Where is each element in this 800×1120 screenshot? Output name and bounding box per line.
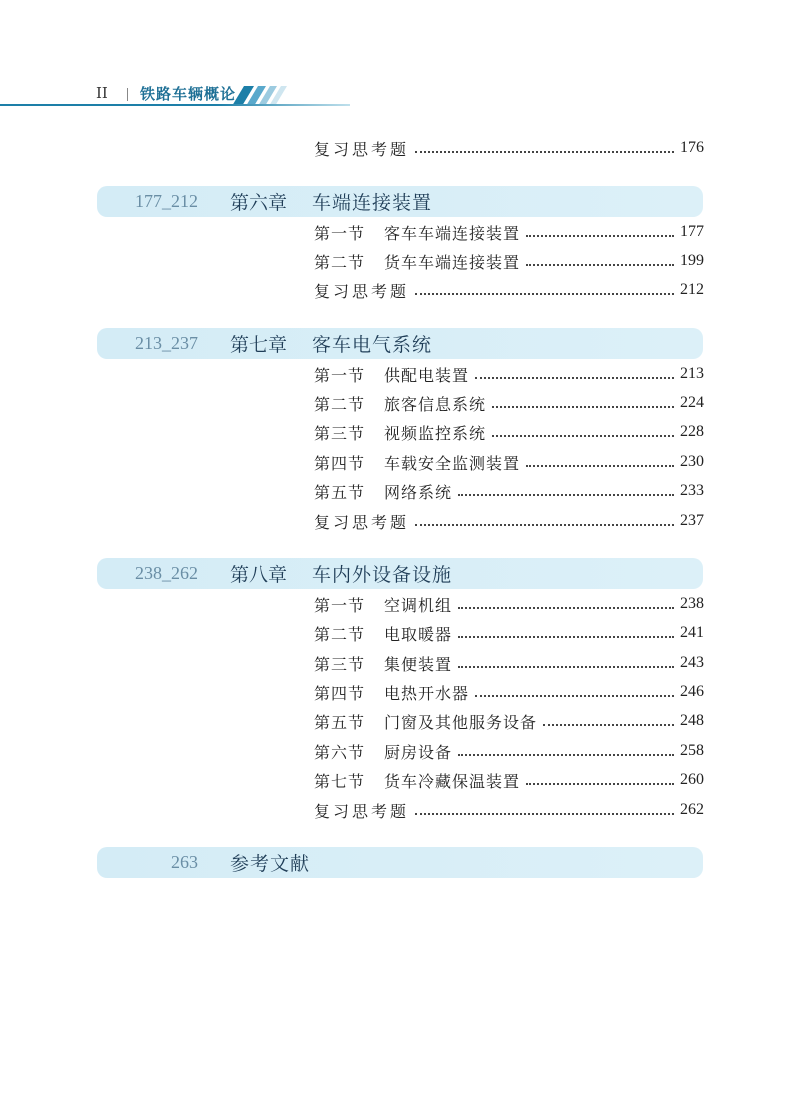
leader-dots [543,724,674,726]
page-ref: 237 [680,512,704,529]
leader-dots [458,607,674,609]
leader-dots [415,813,674,815]
section-title: 门窗及其他服务设备 [384,712,538,732]
page-ref: 176 [680,139,704,156]
chapter-page-range: 263 [171,852,198,872]
section-number: 第一节 [314,595,366,615]
toc-review-row[interactable] [314,798,704,822]
leader-dots [492,406,674,408]
review-title: 复习思考题 [314,281,410,301]
leader-dots [475,695,674,697]
leader-dots [526,235,674,237]
chapter-page-range: 213_237 [135,333,198,353]
toc-section-row[interactable] [314,621,704,645]
toc-review-row[interactable] [314,136,704,160]
page-ref: 238 [680,595,704,612]
chapter-title: 车端连接装置 [312,192,433,214]
section-number: 第一节 [314,365,366,385]
leader-dots [415,524,674,526]
toc-section-row[interactable] [314,420,704,444]
section-number: 第七节 [314,771,366,791]
toc-section-row[interactable] [314,362,704,386]
page-ref: 230 [680,453,704,470]
toc-section-row[interactable] [314,220,704,244]
section-title: 集便装置 [384,654,453,674]
leader-dots [526,264,674,266]
leader-dots [458,666,674,668]
section-title: 货车冷藏保温装置 [384,771,521,791]
section-number: 第三节 [314,654,366,674]
toc-review-row[interactable] [314,509,704,533]
section-title: 客车车端连接装置 [384,223,521,243]
leader-dots [458,494,674,496]
page-ref: 241 [680,624,704,641]
section-number: 第二节 [314,252,366,272]
chapter-page-range: 177_212 [135,191,198,211]
toc-section-row[interactable] [314,592,704,616]
leader-dots [526,465,674,467]
section-title: 空调机组 [384,595,453,615]
toc-section-row[interactable] [314,768,704,792]
section-title: 车载安全监测装置 [384,453,521,473]
page-ref: 243 [680,654,704,671]
toc-section-row[interactable] [314,709,704,733]
toc-section-row[interactable] [314,739,704,763]
running-header [0,80,360,112]
leader-dots [458,636,674,638]
chapter-number: 第六章 [230,192,288,214]
header-rule [0,104,350,106]
section-number: 第六节 [314,742,366,762]
toc-section-row[interactable] [314,450,704,474]
page-ref: 258 [680,742,704,759]
page-ref: 212 [680,281,704,298]
section-title: 货车车端连接装置 [384,252,521,272]
header-separator [127,88,128,101]
section-title: 视频监控系统 [384,423,487,443]
section-title: 电热开水器 [384,683,470,703]
chapter-bar[interactable] [97,558,703,589]
toc-review-row[interactable] [314,278,704,302]
review-title: 复习思考题 [314,801,410,821]
toc-section-row[interactable] [314,479,704,503]
review-title: 复习思考题 [314,139,410,159]
chapter-bar[interactable] [97,186,703,217]
page-ref: 246 [680,683,704,700]
toc-section-row[interactable] [314,249,704,273]
chapter-title: 车内外设备设施 [312,564,453,586]
leader-dots [415,151,674,153]
section-number: 第三节 [314,423,366,443]
section-title: 供配电装置 [384,365,470,385]
page-ref: 213 [680,365,704,382]
section-title: 旅客信息系统 [384,394,487,414]
leader-dots [415,293,674,295]
page-ref: 260 [680,771,704,788]
chapter-page-range: 238_262 [135,563,198,583]
section-title: 厨房设备 [384,742,453,762]
section-title: 电取暖器 [384,624,453,644]
chapter-title: 客车电气系统 [312,334,433,356]
page-number: II [96,84,108,102]
page-ref: 199 [680,252,704,269]
page-ref: 177 [680,223,704,240]
section-number: 第二节 [314,624,366,644]
toc-section-row[interactable] [314,391,704,415]
chapter-number: 第七章 [230,334,288,356]
section-number: 第四节 [314,683,366,703]
leader-dots [458,754,674,756]
leader-dots [492,435,674,437]
leader-dots [526,783,674,785]
section-number: 第二节 [314,394,366,414]
chapter-title: 参考文献 [230,853,311,875]
chapter-number: 第八章 [230,564,288,586]
chapter-bar[interactable] [97,328,703,359]
section-number: 第四节 [314,453,366,473]
leader-dots [475,377,674,379]
toc-section-row[interactable] [314,651,704,675]
section-number: 第五节 [314,482,366,502]
section-title: 网络系统 [384,482,453,502]
decorative-stripes-icon [228,86,288,106]
section-number: 第五节 [314,712,366,732]
page-ref: 248 [680,712,704,729]
page-ref: 262 [680,801,704,818]
review-title: 复习思考题 [314,512,410,532]
section-number: 第一节 [314,223,366,243]
book-title: 铁路车辆概论 [140,85,237,103]
toc-section-row[interactable] [314,680,704,704]
page-ref: 233 [680,482,704,499]
page-ref: 224 [680,394,704,411]
page-ref: 228 [680,423,704,440]
references-bar[interactable] [97,847,703,878]
